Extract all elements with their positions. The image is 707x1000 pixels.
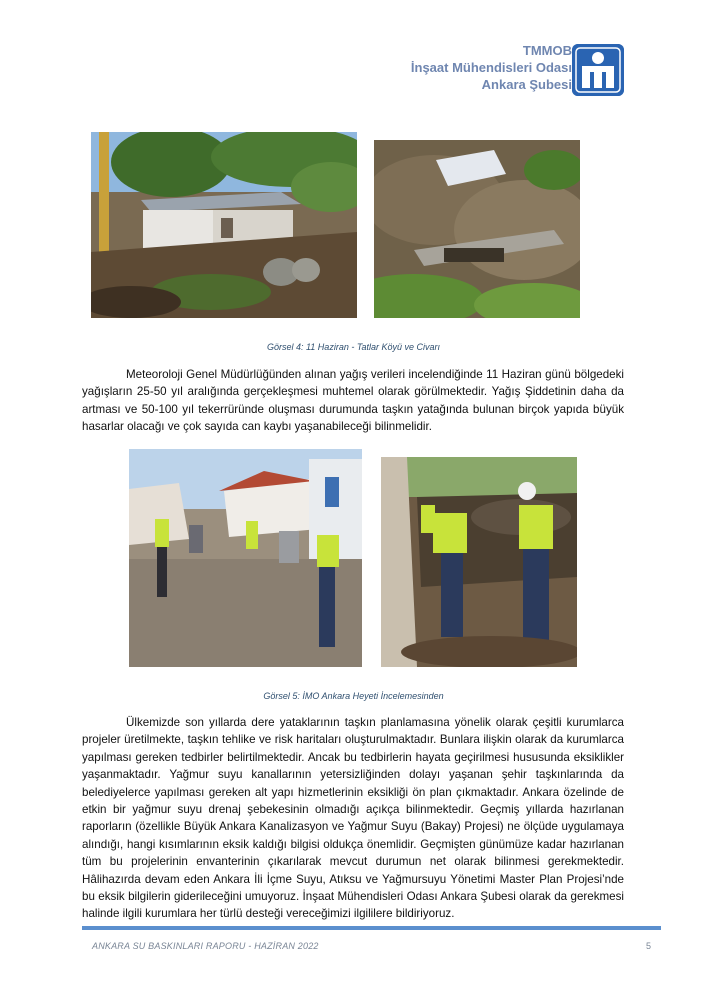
paragraph-2-text: Ülkemizde son yıllarda dere yataklarının taşkın planlamasına yönelik olarak çeşitli kurumlarca projeler üretilmekte, taşkın tehlike ve risk haritaları oluşturulmaktadır. Bunlara ilişkin olarak da kurumlarca yapılması gereken tedbirler belirtilmektedir. Ancak bu tedbirlerin hayata geçirilmesi hususunda eksiklikler yaşanmaktadır. Yağmur suyu kanallarının yetersizliğinden dolayı yaşanan şehir taşkınlarında da belediyelerce yapılması gereken alt yapı hizmetlerinin eksikliği ön plan çıkmaktadır. Ankara özelinde de etkin bir yağmur suyu drenaj şebekesinin olmadığı açıkça bilinmektedir. Geçmiş yıllarda hazırlanan raporların (özellikle Büyük Ankara Kanalizasyon ve Yağmur Suyu (Bakay) Projesi) ne ölçüde uygulamaya alındığı, hangi kısımlarının eksik kaldığı bilgisi oldukça önemlidir. Geçmişten günümüze kadar hazırlanan tüm bu projelerinin envanterinin çıkarılarak mevcut durumun net olarak bilinmesi gerekmektedir. Hâlihazırda devam eden Ankara İli İçme Suyu, Atıksu ve Yağmursuyu Yönetimi Master Plan Projesi’nde bu eksik bilgilerin giderileceğini umuyoruz. İnşaat Mühendisleri Odası Ankara Şubesi olarak da gerekmesi halinde ilgili kurumlara her türlü desteği vereceğimizi ilgililere bildiriyoruz. <box>82 716 624 921</box>
footer-divider <box>82 926 661 930</box>
paragraph-flood-planning <box>82 714 624 923</box>
debris-culvert-photo <box>374 140 580 318</box>
paragraph-1-text: Meteoroloji Genel Müdürlüğünden alınan yağış verileri incelendiğinde 11 Haziran günü bölgedeki yağışların 25-50 yıl aralığında gerçekleşmesi muhtemel olarak görülmektedir. Yağış Şiddetinin daha da artması ve 50-100 yıl tekerrüründe oluşması durumunda taşkın yatağında bulunan birçok yapıda büyük hasarlar olacağı ve çok sayıda can kaybı yaşanabileceği bilinmelidir. <box>82 368 624 434</box>
chamber-name: İnşaat Mühendisleri Odası <box>410 60 572 75</box>
page-number: 5 <box>646 941 652 951</box>
flood-damaged-village-building-photo <box>91 132 357 318</box>
inspection-team-channel-photo <box>381 457 577 667</box>
paragraph-rainfall-analysis <box>82 366 624 436</box>
figure-5-caption: Görsel 5: İMO Ankara Heyeti İncelemesinden <box>263 691 444 701</box>
branch-name: Ankara Şubesi <box>481 77 572 92</box>
footer-report-title: ANKARA SU BASKINLARI RAPORU - HAZİRAN 2022 <box>92 941 319 951</box>
letterhead <box>411 42 572 93</box>
org-name: TMMOB <box>522 43 572 58</box>
imo-logo-icon <box>572 44 624 96</box>
figure-4-caption: Görsel 4: 11 Haziran - Tatlar Köyü ve Civarı <box>266 342 441 352</box>
inspection-team-street-photo <box>129 449 362 667</box>
